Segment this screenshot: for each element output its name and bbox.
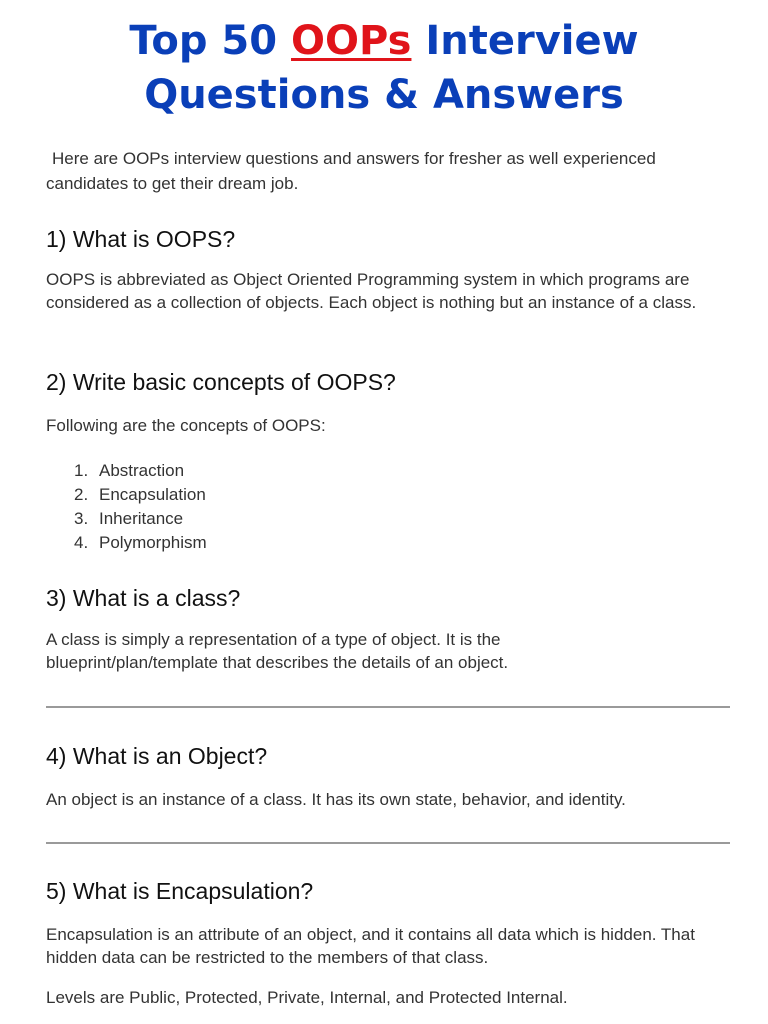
title-line-2: Questions & Answers [144, 72, 624, 118]
list-item-text: Encapsulation [99, 485, 206, 504]
list-item [74, 507, 207, 531]
title-highlight-oops: OOPs [291, 18, 412, 64]
list-item-number: 1. [74, 461, 89, 480]
question-5-heading: 5) What is Encapsulation? [46, 878, 314, 904]
title-suffix: Interview [411, 18, 639, 64]
question-2-heading: 2) Write basic concepts of OOPS? [46, 369, 396, 395]
intro-paragraph: Here are OOPs interview questions and answers for fresher as well experienced candidates to get their dream job. [46, 149, 656, 193]
list-item-text: Polymorphism [99, 533, 207, 552]
title-line-1 [0, 14, 768, 68]
section-divider [46, 706, 730, 708]
list-item-number: 4. [74, 533, 89, 552]
section-divider [46, 842, 730, 844]
list-item-number: 2. [74, 485, 89, 504]
answer-1-text: OOPS is abbreviated as Object Oriented Programming system in which programs are considered as a collection of objects. Each object is nothing but an instance of a class. [46, 270, 697, 312]
list-item-text: Abstraction [99, 461, 185, 480]
list-item [74, 459, 207, 483]
oops-concepts-list [74, 459, 207, 555]
list-item [74, 531, 207, 555]
answer-2-text: Following are the concepts of OOPS: [46, 416, 326, 435]
page-title [0, 14, 768, 122]
question-1-heading: 1) What is OOPS? [46, 226, 236, 252]
list-item-text: Inheritance [99, 509, 184, 528]
answer-3-text: A class is simply a representation of a type of object. It is the blueprint/plan/template that describes the details of an object. [46, 630, 509, 672]
question-3-heading: 3) What is a class? [46, 585, 241, 611]
answer-5-levels-text: Levels are Public, Protected, Private, Internal, and Protected Internal. [46, 988, 568, 1007]
title-prefix: Top 50 [129, 18, 292, 64]
answer-5-text: Encapsulation is an attribute of an object, and it contains all data which is hidden. That hidden data can be restricted to the members of that class. [46, 925, 695, 967]
question-4-heading: 4) What is an Object? [46, 743, 268, 769]
answer-4-text: An object is an instance of a class. It has its own state, behavior, and identity. [46, 790, 626, 809]
list-item [74, 483, 207, 507]
list-item-number: 3. [74, 509, 89, 528]
